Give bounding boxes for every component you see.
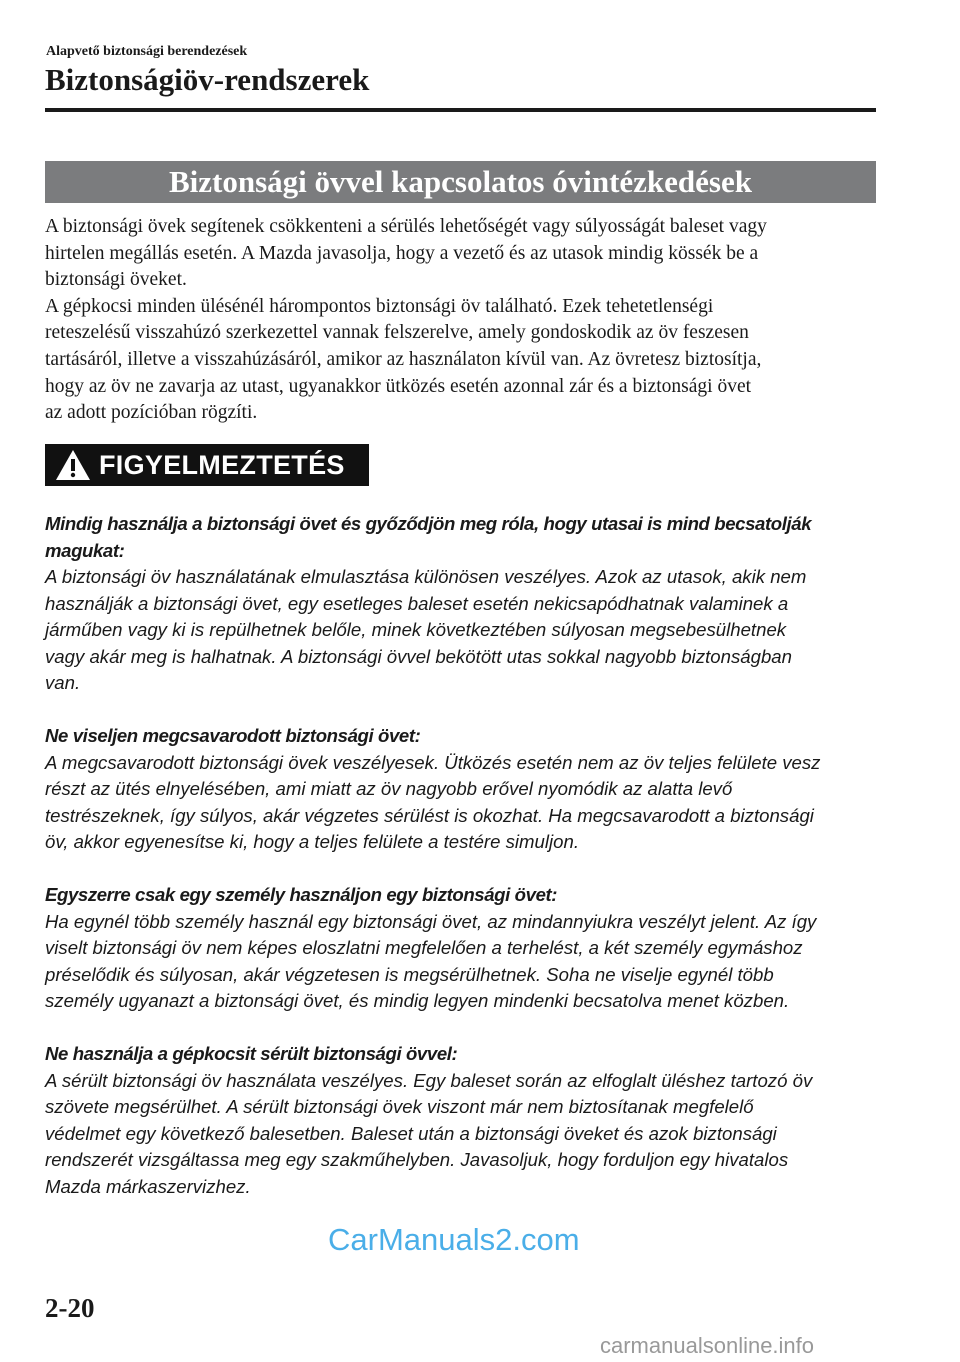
intro-line: az adott pozícióban rögzíti. bbox=[45, 402, 258, 424]
warning-text-line: öv, akkor egyenesítse ki, hogy a teljes felülete a testére simuljon. bbox=[45, 831, 579, 852]
warning-label bbox=[45, 444, 369, 486]
warning-block bbox=[45, 1041, 895, 1200]
warning-block bbox=[45, 882, 895, 1015]
intro-line: biztonsági öveket. bbox=[45, 269, 187, 291]
title-rule bbox=[45, 108, 876, 112]
warning-heading-line: Ne viseljen megcsavarodott biztonsági övet: bbox=[45, 725, 421, 746]
warning-text-line: Ha egynél több személy használ egy biztonsági övet, az mindannyiukra veszélyt jelent. Az így bbox=[45, 910, 817, 932]
warning-text-line: viselt biztonsági öv nem képes eloszlatni megfelelően a terhelést, a két személy egymáshoz bbox=[45, 937, 803, 958]
section-banner: Biztonsági övvel kapcsolatos óvintézkedések bbox=[45, 161, 876, 203]
warning-text-line: préselődik és súlyosan, akár végzetesen is megsérülhetnek. Soha ne viselje egynél több bbox=[45, 963, 774, 985]
warning-block bbox=[45, 511, 895, 697]
warning-text-line: A sérült biztonsági öv használata veszélyes. Egy baleset során az elfoglalt üléshez tartozó öv bbox=[45, 1069, 813, 1091]
warning-heading-line: Egyszerre csak egy személy használjon egy biztonsági övet: bbox=[45, 884, 558, 905]
intro-line: hirtelen megállás esetén. A Mazda javasolja, hogy a vezető és az utasok mindig kössék be a bbox=[45, 242, 759, 264]
warning-text-line: használják a biztonsági övet, egy esetleges baleset esetén nekicsapódhatnak valaminek a bbox=[45, 592, 789, 614]
warning-text-line: személy ugyanazt a biztonsági övet, és mindig legyen mindenki becsatolva menet közben. bbox=[45, 990, 790, 1011]
intro-line: tartásáról, illetve a visszahúzásáról, amikor az használaton kívül van. Az övretesz biztosítja, bbox=[45, 348, 762, 370]
warning-text-line: Mazda márkaszervizhez. bbox=[45, 1175, 251, 1197]
warning-label-text: FIGYELMEZTETÉS bbox=[99, 449, 345, 480]
warning-text-line: van. bbox=[45, 672, 81, 693]
warning-block bbox=[45, 723, 895, 856]
intro-line: reteszelésű visszahúzó szerkezettel vannak felszerelve, amely gondoskodik az öv feszesen bbox=[45, 322, 749, 344]
section-label: Alapvető biztonsági berendezések bbox=[46, 44, 248, 59]
page-title: Biztonságiöv-rendszerek bbox=[45, 62, 370, 97]
warning-text-line: részt az ütés elnyelésében, ami miatt az öv nagyobb erővel nyomódik az alatta levő bbox=[45, 778, 733, 799]
warning-text-line: vagy akár meg is halhatnak. A biztonsági övvel bekötött utas sokkal nagyobb biztonságban bbox=[45, 645, 792, 667]
warning-text-line: rendszerét vizsgáltassa meg egy szakműhelyben. Javasoljuk, hogy forduljon egy hivatalos bbox=[45, 1149, 789, 1170]
intro-line: hogy az öv ne zavarja az utast, ugyanakkor ütközés esetén azonnal zár és a biztonsági övet bbox=[45, 375, 752, 397]
warning-triangle-icon bbox=[55, 449, 91, 481]
intro-line: A gépkocsi minden ülésénél hárompontos biztonsági öv található. Ezek tehetetlenségi bbox=[45, 295, 714, 317]
watermark-footer: carmanualsonline.info bbox=[600, 1333, 815, 1358]
warning-heading-line: Ne használja a gépkocsit sérült biztonsági övvel: bbox=[45, 1043, 458, 1064]
warning-text-line: testrészeknek, így súlyos, akár végzetes sérülést is okozhat. Ha megcsavarodott a biztonsági bbox=[45, 804, 814, 826]
warning-body bbox=[45, 511, 895, 1227]
warning-text-line: védelmet egy következő balesetben. Baleset után a biztonsági öveket és azok biztonsági bbox=[45, 1122, 777, 1144]
warning-text-line: járműben vagy ki is repülhetnek belőle, minek következtében súlyosan megsebesülhetnek bbox=[45, 619, 787, 640]
warning-heading-line: Mindig használja a biztonsági övet és győződjön meg róla, hogy utasai is mind becsatolják bbox=[45, 513, 812, 534]
warning-text-line: A megcsavarodott biztonsági övek veszélyesek. Ütközés esetén nem az öv teljes felülete vesz bbox=[45, 751, 821, 773]
page-number: 2-20 bbox=[45, 1293, 95, 1323]
watermark: CarManuals2.com bbox=[328, 1222, 580, 1257]
warning-heading-line: magukat: bbox=[45, 539, 125, 561]
warning-text-line: A biztonsági öv használatának elmulasztása különösen veszélyes. Azok az utasok, akik nem bbox=[45, 566, 807, 587]
intro-paragraph bbox=[45, 214, 885, 427]
intro-line: A biztonsági övek segítenek csökkenteni a sérülés lehetőségét vagy súlyosságát baleset vagy bbox=[45, 216, 767, 237]
warning-text-line: szövete megsérülhet. A sérült biztonsági övek viszont már nem biztosítanak megfelelő bbox=[45, 1096, 754, 1117]
